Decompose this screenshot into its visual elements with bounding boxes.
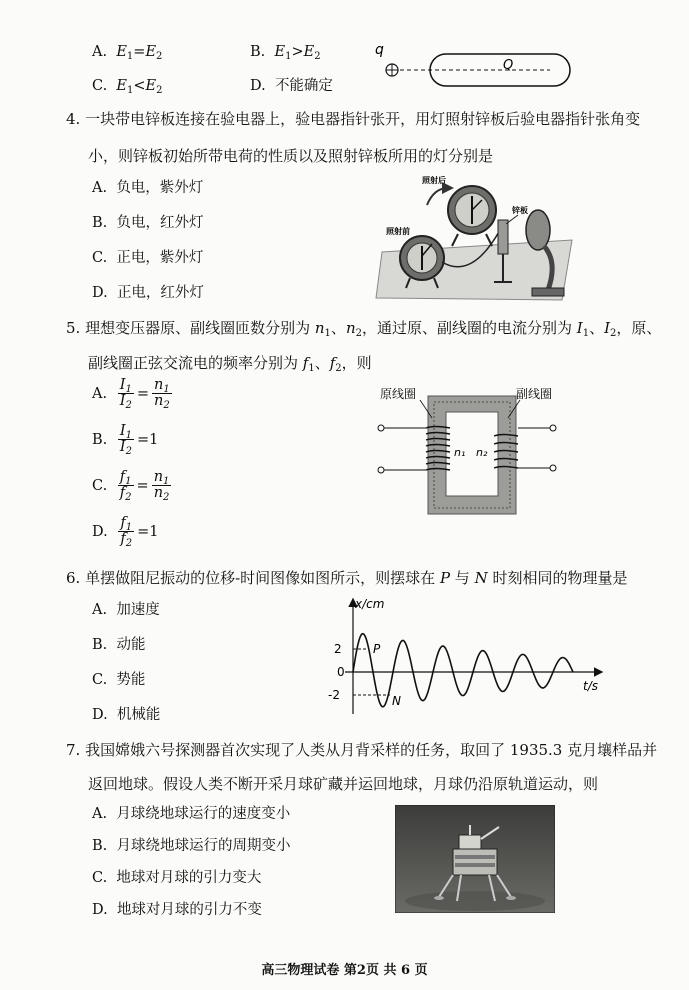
q5-option-b: B. $\frac{I_1}{I_2}$ =1	[92, 423, 159, 457]
q7-stem-line1: 7. 我国嫦娥六号探测器首次实现了人类从月背采样的任务，取回了 1935.3 克月壤样品并	[66, 741, 658, 759]
q6-option-c: C. 势能	[92, 672, 146, 688]
q6-stem: 6. 单摆做阻尼振动的位移-时间图像如图所示，则摆球在 P 与 N 时刻相同的物理量是	[66, 569, 628, 587]
ring-label: Q	[503, 58, 514, 73]
q7-option-b: B. 月球绕地球运行的周期变小	[92, 838, 291, 854]
secondary-terminal-top	[550, 425, 556, 431]
after-label: 照射后	[422, 176, 446, 185]
q4-figure	[372, 170, 580, 306]
primary-label: 原线圈	[380, 387, 417, 401]
q4-stem-line2: 小，则锌板初始所带电荷的性质以及照射锌板所用的灯分别是	[88, 147, 494, 165]
q4-stem-line1: 4. 一块带电锌板连接在验电器上，验电器指针张开，用灯照射锌板后验电器指针张角变	[66, 110, 641, 128]
q5-option-d: D. $\frac{f_1}{f_2}$ =1	[92, 515, 159, 549]
x-axis-label: t/s	[583, 679, 598, 693]
q4-option-d: D. 正电，红外灯	[92, 285, 204, 301]
q7-lander-photo	[395, 805, 555, 913]
q3-option-a: A. $E_1=E_2$	[92, 44, 163, 62]
zinc-plate	[498, 220, 508, 254]
page-footer: 高三物理试卷 第2页 共 6 页	[261, 963, 428, 978]
q5-option-a: A. $\frac{I_1}{I_2}$ = $\frac{n_1}{n_2}$	[92, 377, 170, 411]
point-n-label: N	[392, 694, 401, 708]
q5-figure	[370, 384, 570, 518]
q3-option-c: C. $E_1<E_2$	[92, 78, 163, 96]
ytick-neg2: -2	[328, 688, 340, 702]
q7-option-a: A. 月球绕地球运行的速度变小	[92, 806, 291, 822]
primary-terminal-bottom	[378, 467, 384, 473]
q3-option-d: D. 不能确定	[250, 78, 333, 94]
q7-option-d: D. 地球对月球的引力不变	[92, 902, 262, 918]
point-p-label: P	[373, 642, 381, 656]
damped-oscillation-curve	[353, 634, 573, 707]
q5-stem-line1: 5. 理想变压器原、副线圈匝数分别为 $n_1$、$n_2$，通过原、副线圈的电流分别为 $I_1$、$I_2$，原、	[66, 319, 662, 339]
q3-option-b: B. $E_1>E_2$	[250, 44, 321, 62]
n2-label: n₂	[476, 446, 488, 459]
transition-arrow	[427, 188, 448, 205]
ytick-0: 0	[337, 665, 345, 679]
charge-label: q	[375, 42, 384, 58]
q4-option-c: C. 正电，紫外灯	[92, 250, 204, 266]
y-axis-label: x/cm	[355, 597, 385, 611]
q6-chart	[325, 594, 615, 720]
lamp-head	[526, 210, 550, 250]
q6-option-b: B. 动能	[92, 637, 146, 653]
q6-option-d: D. 机械能	[92, 707, 161, 723]
ytick-2: 2	[334, 642, 342, 656]
q7-stem-line2: 返回地球。假设人类不断开采月球矿藏并运回地球，月球仍沿原轨道运动，则	[88, 775, 599, 793]
primary-terminal-top	[378, 425, 384, 431]
q7-option-c: C. 地球对月球的引力变大	[92, 870, 262, 886]
plate-label: 锌板	[512, 206, 528, 215]
q3-figure	[370, 40, 580, 90]
q4-option-a: A. 负电，紫外灯	[92, 180, 204, 196]
n1-label: n₁	[454, 446, 466, 459]
q5-option-c: C. $\frac{f_1}{f_2}$ = $\frac{n_1}{n_2}$	[92, 469, 170, 503]
secondary-terminal-bottom	[550, 465, 556, 471]
secondary-label: 副线圈	[516, 387, 553, 401]
q6-option-a: A. 加速度	[92, 602, 160, 618]
q5-stem-line2: 副线圈正弦交流电的频率分别为 $f_1$、$f_2$，则	[88, 354, 372, 374]
before-label: 照射前	[386, 227, 410, 236]
lamp-base	[532, 288, 564, 296]
q4-option-b: B. 负电，红外灯	[92, 215, 204, 231]
